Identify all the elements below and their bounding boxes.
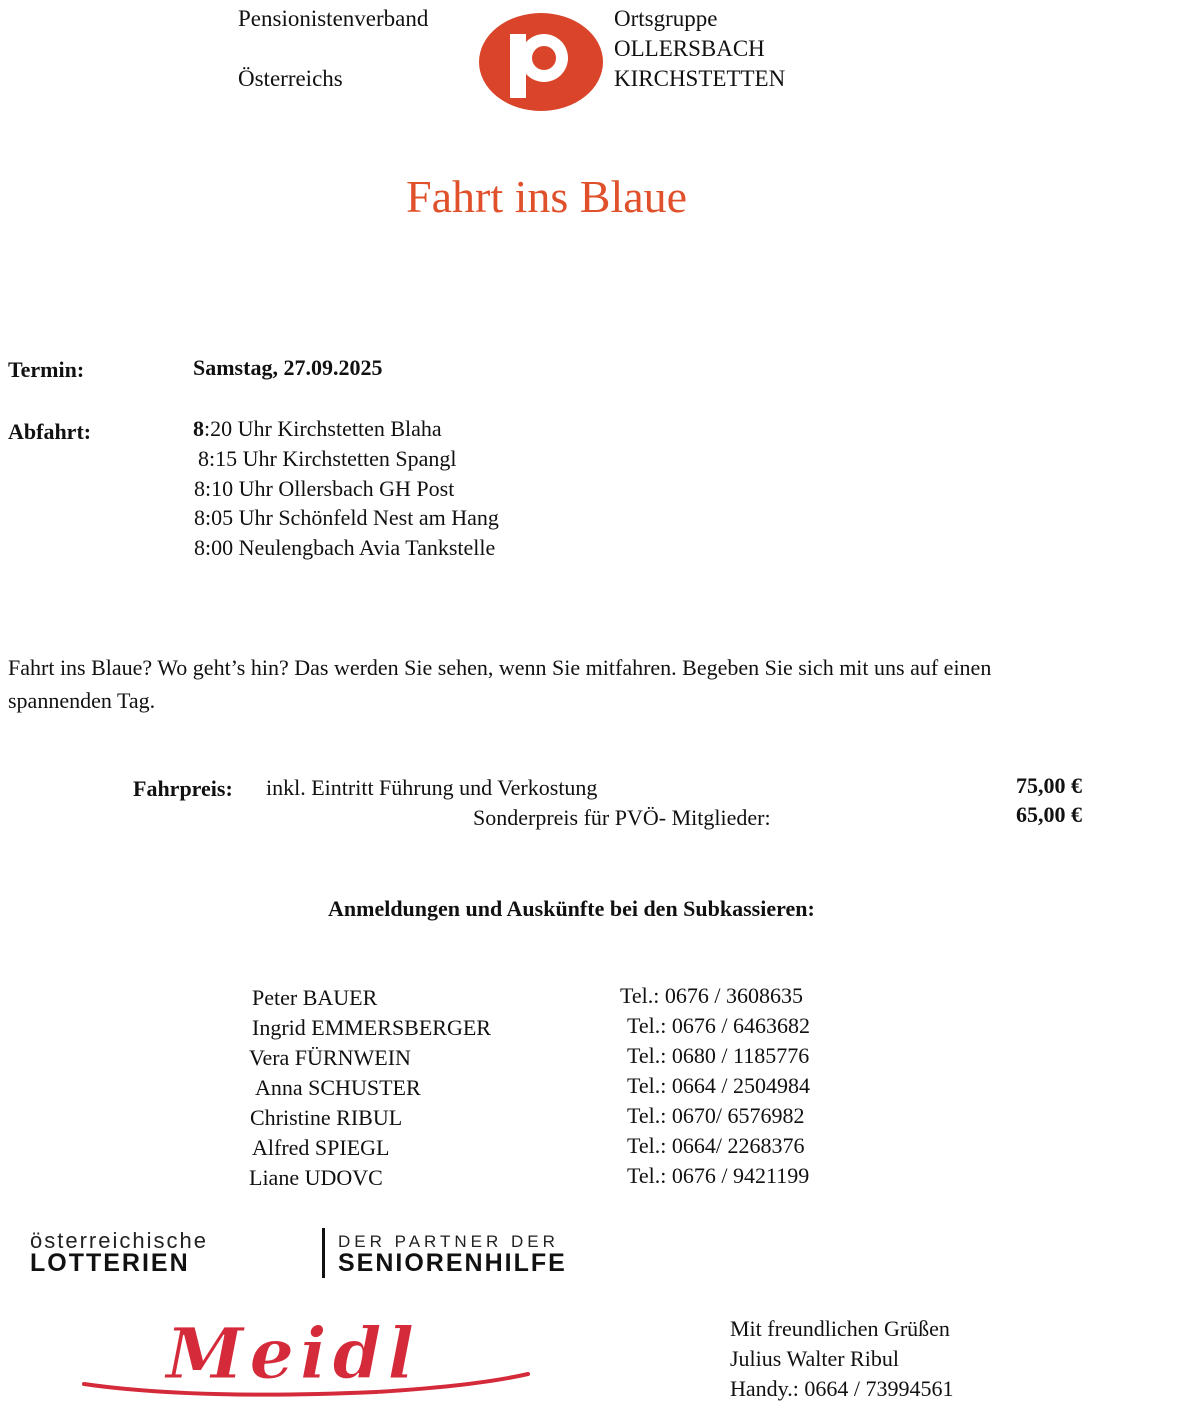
pvoe-p-logo-icon xyxy=(478,12,604,112)
termin-value: Samstag, 27.09.2025 xyxy=(193,355,383,380)
group-line2: OLLERSBACH xyxy=(614,36,765,61)
contact-name: Peter BAUER xyxy=(252,985,378,1010)
lotterien-top-text: österreichische xyxy=(30,1228,208,1253)
departure-text: :20 Uhr Kirchstetten Blaha xyxy=(204,416,442,441)
contact-name: Ingrid EMMERSBERGER xyxy=(252,1015,491,1040)
seniorenhilfe-text: SENIORENHILFE xyxy=(338,1249,567,1277)
group-line1: Ortsgruppe xyxy=(614,6,718,31)
price-description: inkl. Eintritt Führung und Verkostung xyxy=(266,775,598,800)
departure-item: 8:05 Uhr Schönfeld Nest am Hang xyxy=(194,505,499,530)
meidl-logo-text: Meidl xyxy=(166,1312,421,1395)
price-label: Fahrpreis: xyxy=(133,776,233,801)
contact-phone: Tel.: 0676 / 3608635 xyxy=(620,983,804,1008)
member-price-description: Sonderpreis für PVÖ- Mitglieder: xyxy=(473,805,771,830)
contact-phone: Tel.: 0676 / 9421199 xyxy=(627,1163,810,1188)
page-title: Fahrt ins Blaue xyxy=(406,171,688,222)
contact-name: Christine RIBUL xyxy=(250,1105,403,1130)
org-name-line1: Pensionistenverband xyxy=(238,6,429,31)
contact-name: Alfred SPIEGL xyxy=(252,1135,390,1160)
intro-line1: Fahrt ins Blaue? Wo geht’s hin? Das werden Sie sehen, wenn Sie mitfahren. Begeben Sie sich mit uns auf einen xyxy=(8,655,992,680)
departure-item: 8:10 Uhr Ollersbach GH Post xyxy=(194,476,455,501)
closing-phone: Handy.: 0664 / 73994561 xyxy=(730,1376,954,1401)
termin-label: Termin: xyxy=(8,357,85,382)
contact-phone: Tel.: 0664/ 2268376 xyxy=(627,1133,805,1158)
partner-top-text: DER PARTNER DER xyxy=(338,1232,559,1251)
departure-hour: 8 xyxy=(193,416,204,441)
group-line3: KIRCHSTETTEN xyxy=(614,66,786,91)
meidl-logo xyxy=(76,1312,536,1402)
contact-phone: Tel.: 0664 / 2504984 xyxy=(627,1073,811,1098)
departure-item: 8:15 Uhr Kirchstetten Spangl xyxy=(198,446,457,471)
abfahrt-label: Abfahrt: xyxy=(8,419,92,444)
contact-phone: Tel.: 0676 / 6463682 xyxy=(627,1013,811,1038)
closing-name: Julius Walter Ribul xyxy=(730,1346,899,1371)
org-name-line2: Österreichs xyxy=(238,66,343,91)
intro-line2: spannenden Tag. xyxy=(8,688,156,713)
contact-name: Liane UDOVC xyxy=(249,1165,383,1190)
closing-greeting: Mit freundlichen Grüßen xyxy=(730,1316,950,1341)
lotterien-logo-text: LOTTERIEN xyxy=(30,1249,190,1277)
departure-item xyxy=(193,416,442,442)
contact-phone: Tel.: 0680 / 1185776 xyxy=(627,1043,810,1068)
contact-name: Vera FÜRNWEIN xyxy=(249,1045,411,1070)
price-value: 75,00 € xyxy=(1016,773,1082,798)
member-price-value: 65,00 € xyxy=(1016,802,1082,827)
contact-phone: Tel.: 0670/ 6576982 xyxy=(627,1103,805,1128)
contact-name: Anna SCHUSTER xyxy=(255,1075,421,1100)
departure-item: 8:00 Neulengbach Avia Tankstelle xyxy=(194,535,496,560)
contacts-heading: Anmeldungen und Auskünfte bei den Subkassieren: xyxy=(328,896,815,921)
lotterien-divider xyxy=(322,1228,325,1278)
